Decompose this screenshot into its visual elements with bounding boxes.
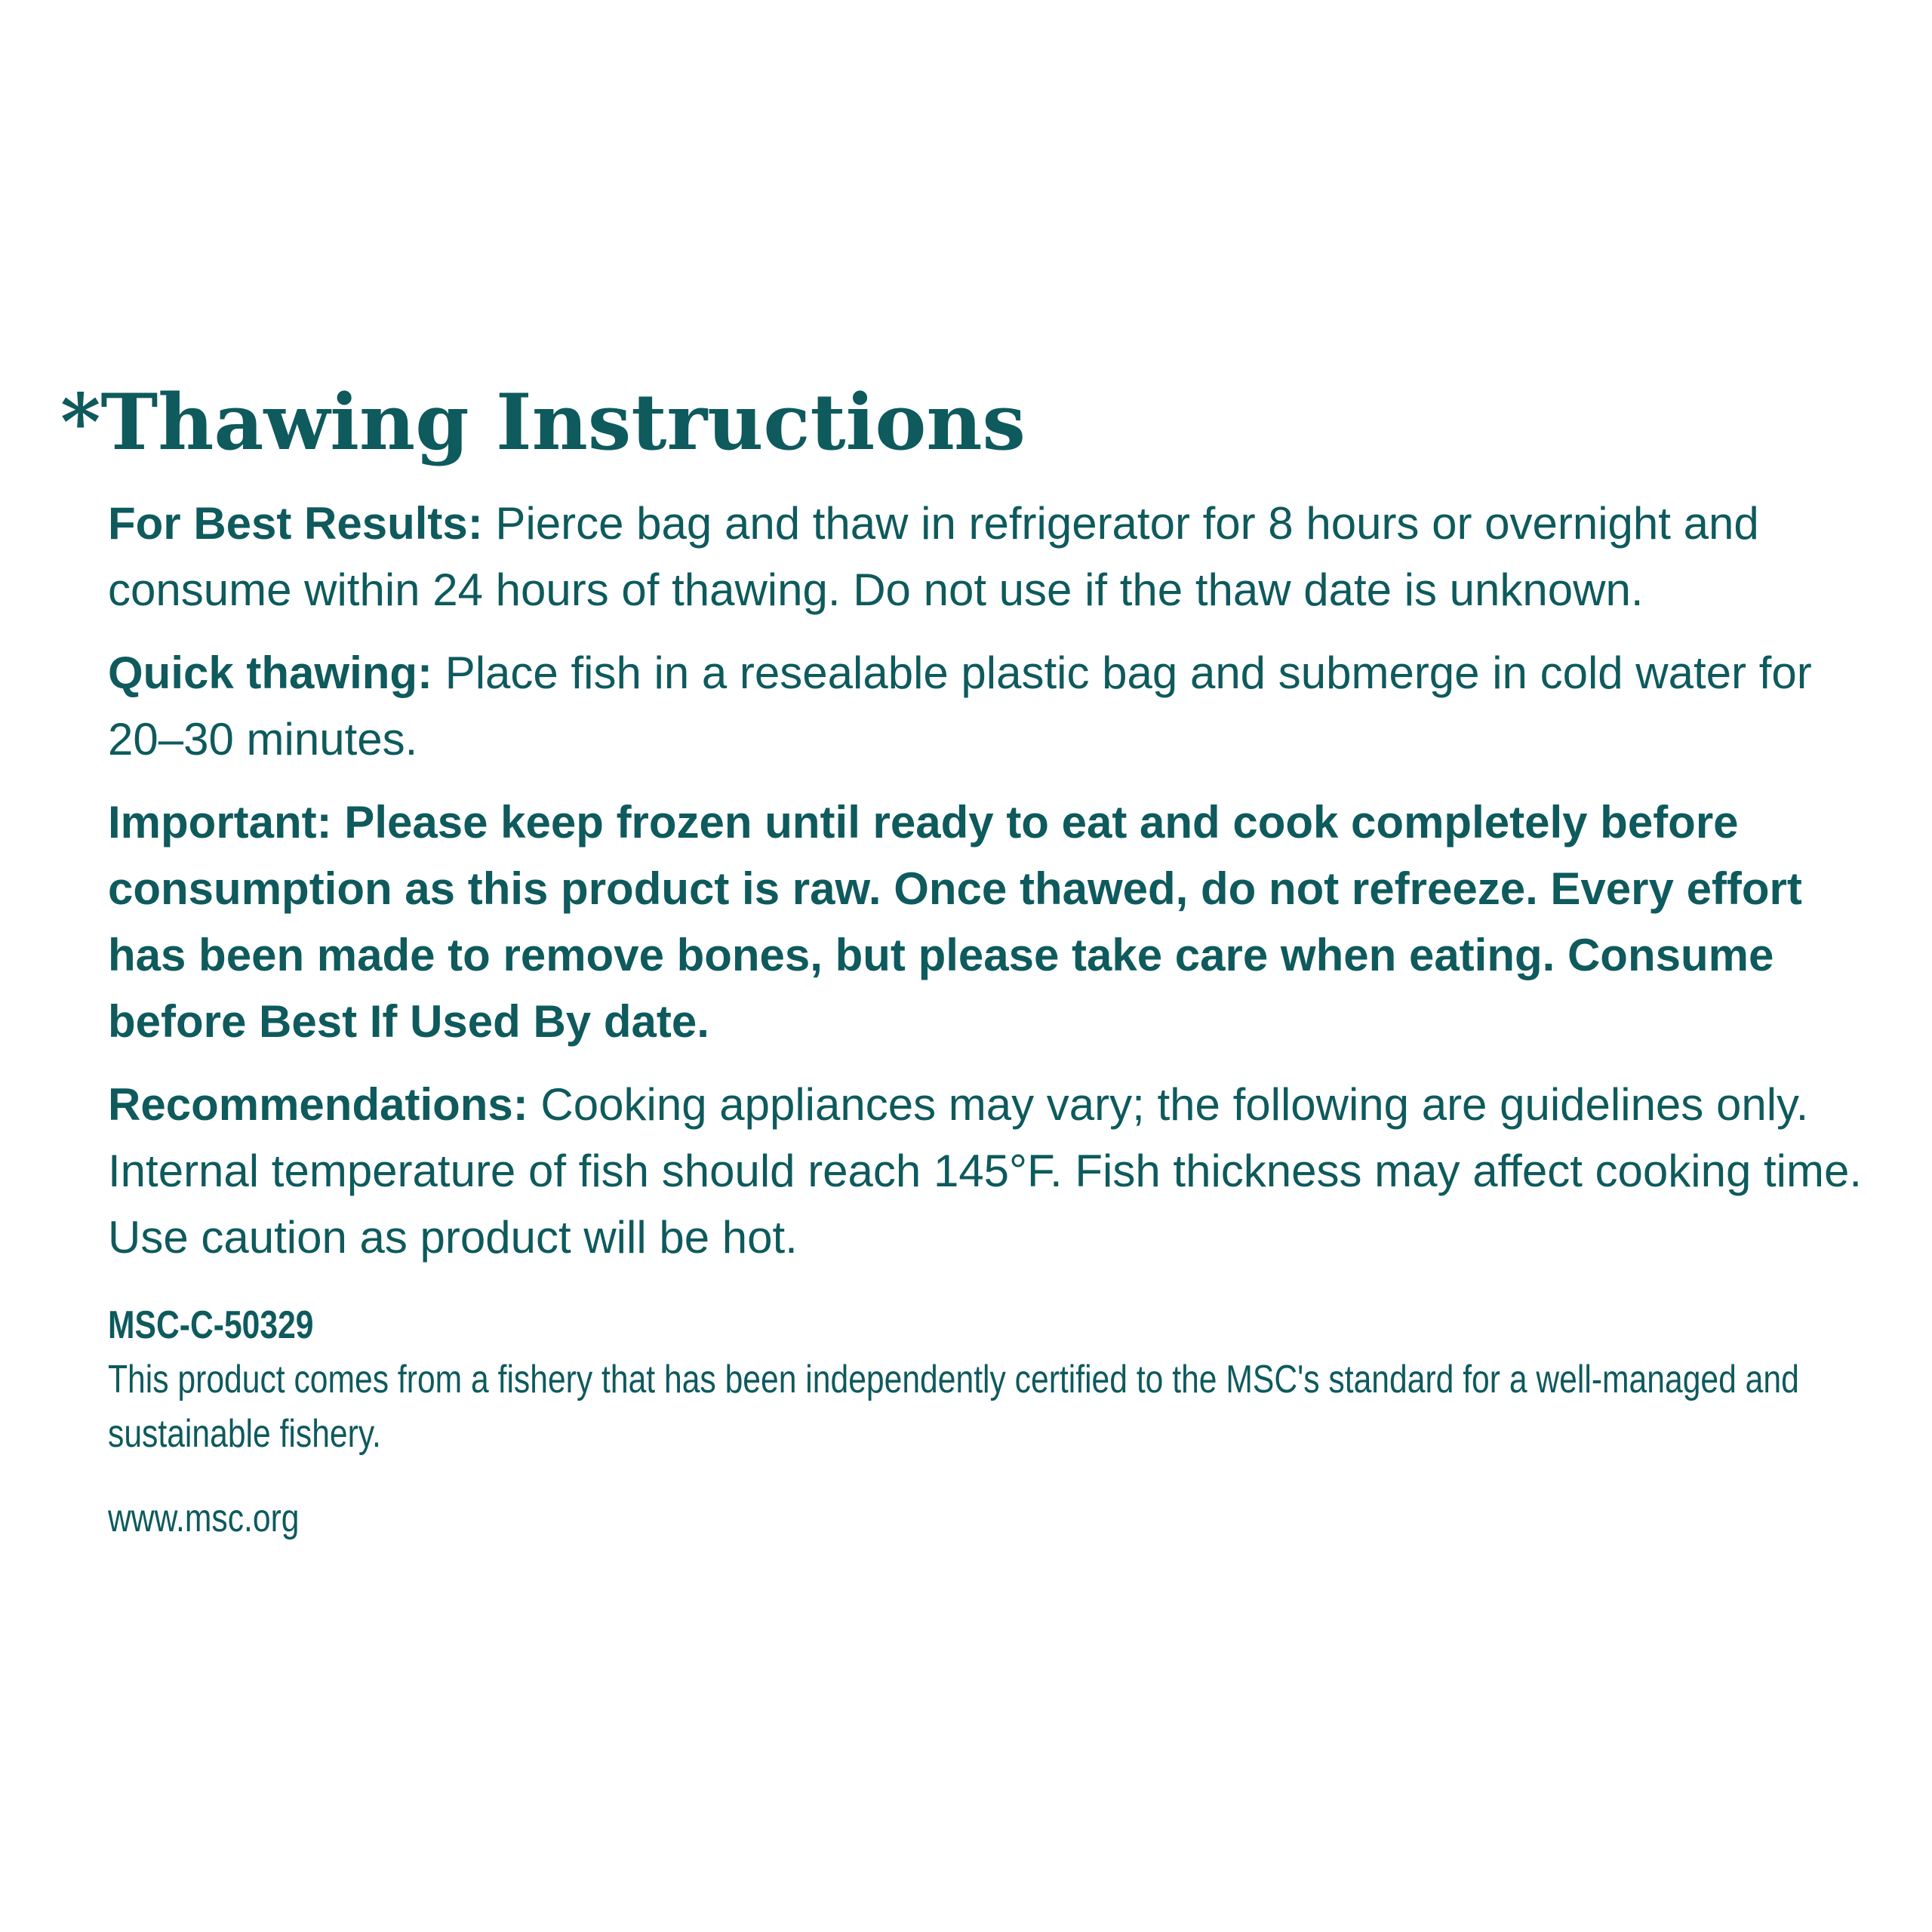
quick-thawing-text: Place fish in a resealable plastic bag and submerge in cold water for 20–30 minutes.: [108, 648, 1812, 764]
best-results-label: For Best Results:: [108, 498, 483, 549]
best-results-text: Pierce bag and thaw in refrigerator for 8 hours or overnight and consume within 24 hours of thawing. Do not use if the thaw date is unknown.: [108, 498, 1759, 615]
important-label: Important:: [108, 797, 332, 848]
msc-statement: This product comes from a fishery that has been independently certified to the MSC's standard for a well-managed and sustainable fishery.: [108, 1358, 1799, 1456]
important-text: Please keep frozen until ready to eat and cook completely before consumption as this product is raw. Once thawed, do not refreeze. Every effort has been made to remove bones, but please take care when eating. Consume before Best If Used By date.: [108, 797, 1802, 1047]
quick-thawing-paragraph: [108, 640, 1881, 773]
msc-website-link[interactable]: www.msc.org: [108, 1497, 300, 1540]
quick-thawing-label: Quick thawing:: [108, 648, 433, 698]
best-results-paragraph: [108, 491, 1881, 623]
important-paragraph: [108, 789, 1881, 1055]
recommendations-label: Recommendations:: [108, 1079, 528, 1130]
msc-code: MSC-C-50329: [108, 1303, 314, 1347]
recommendations-paragraph: [108, 1072, 1881, 1271]
page-title: *Thawing Instructions: [60, 377, 1026, 468]
recommendations-text: Cooking appliances may vary; the following are guidelines only. Internal temperature of fish should reach 145°F. Fish thickness may affect cooking time. Use caution as product will be hot.: [108, 1079, 1863, 1263]
instructions-body: [108, 491, 1881, 1543]
msc-certification: [108, 1301, 1881, 1543]
